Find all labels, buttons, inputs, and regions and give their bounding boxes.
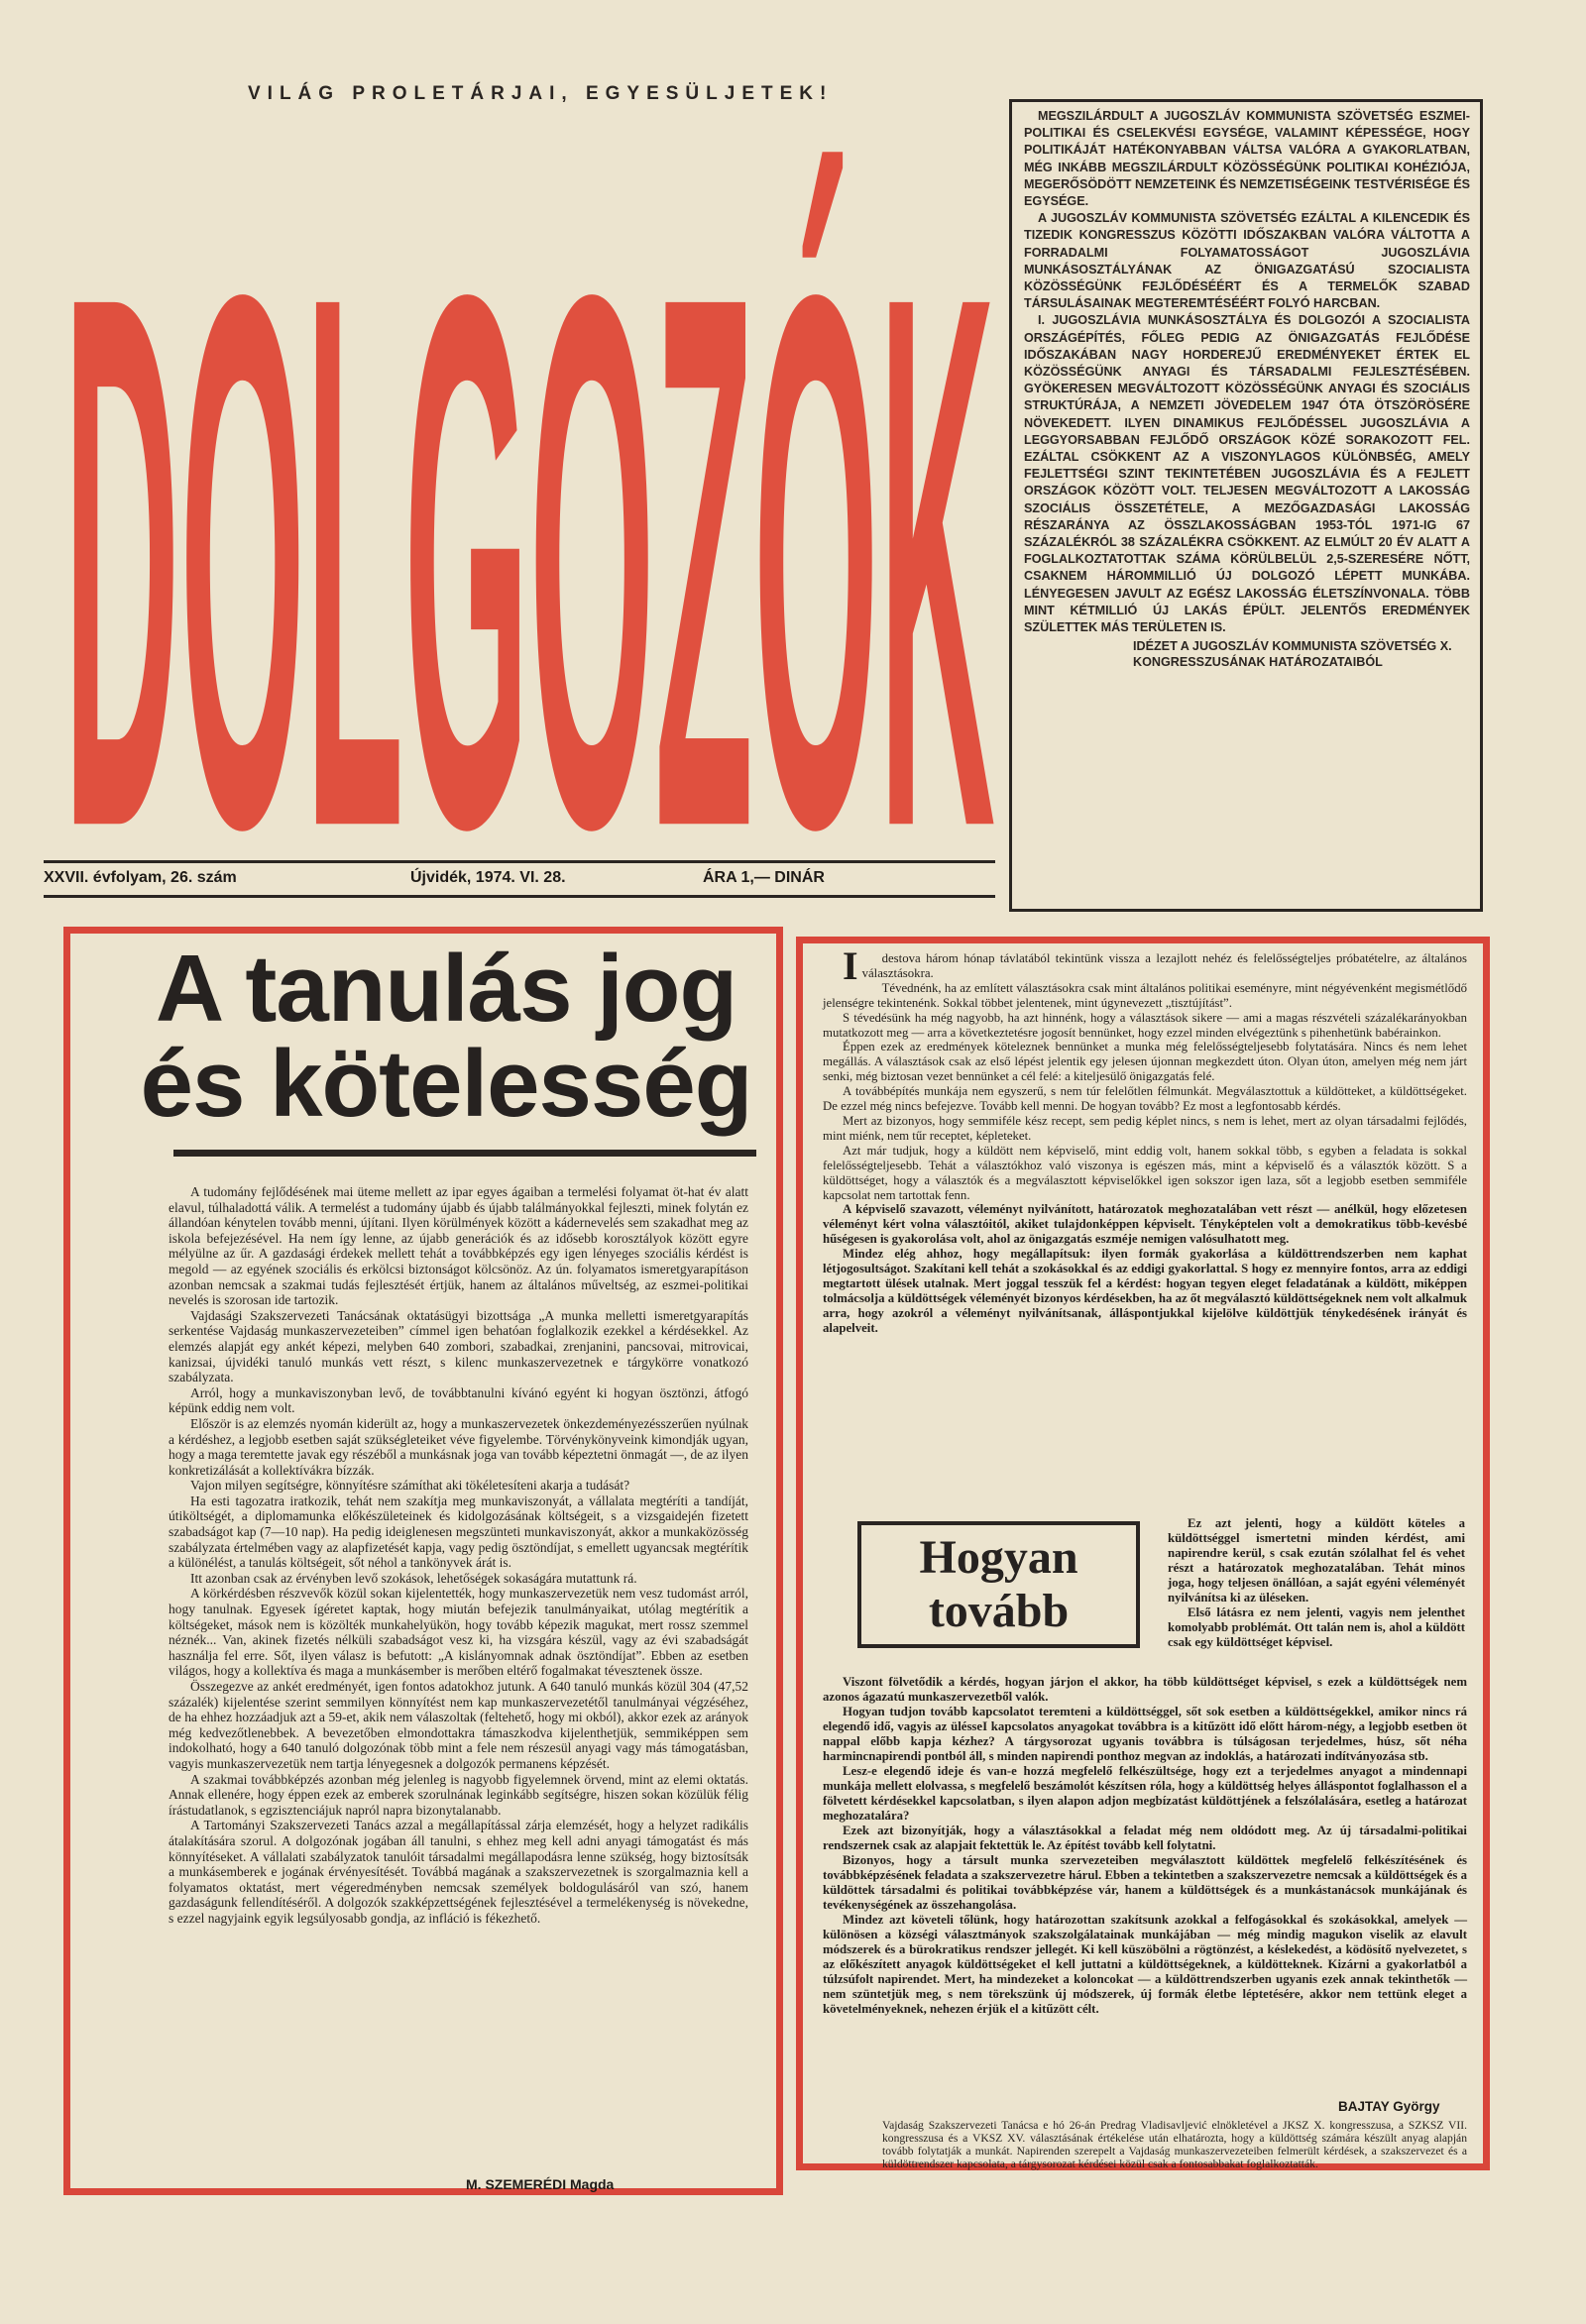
article-paragraph: A körkérdésben részvevők közül sokan kijelentették, hogy munkaszervezetük nem vesz tudomást arról, hogy tanulnak. Egyesek ígéretet kaptak, hogy miután befejezik tanulmányaikat, utólag megtérítik a költségeket, mások nem is közölték munkahelyükön, hogy tovább képezik magukat, mert rossz szemmel néznék... Van, akinek fizetés nélküli szabadságot vesz ki, ha vizsgára készül, vagy az évi szabadságát használja fel erre. Sőt, ilyen válasz is befutott: „A kislányomnak adnak ösztöndíjat”. Ebben az esetben világos, hogy a kollektíva és maga a munkásember is merőben eltérő fogalmakat tévesztenek össze. bbox=[169, 1586, 748, 1679]
masthead-title bbox=[54, 129, 1005, 862]
quote-paragraph: A JUGOSZLÁV KOMMUNISTA SZÖVETSÉG EZÁLTAL A KILENCEDIK ÉS TIZEDIK KONGRESSZUS KÖZÖTTI IDŐSZAKBAN VALÓRA VÁLTOTTA A FORRADALMI FOLYAMATOSSÁGOT JUGOSZLÁVIA MUNKÁSOSZTÁLYÁNAK AZ ÖNIGAZGATÁSÚ SZOCIALISTA KÖZÖSSÉGÜNK FEJLŐDÉSÉÉRT ÉS A TERMELŐK SZABAD TÁRSULÁSAINAK MEGTEREMTÉSÉÉRT FOLYÓ HARCBAN. bbox=[1024, 211, 1470, 311]
article-paragraph: Először is az elemzés nyomán kiderült az, hogy a munkaszervezetek önkezdeményezésszerűen nyúlnak a kérdéshez, a legjobb esetben saját szükségleteiket véve figyelembe. Törvénykönyveink kimondják ugyan, hogy a maga teremtette javak egy részéből a munkásnak joga van tovább képeztetni önmagát —, de az ilyen konkretizálását a kollektívákra bízzák. bbox=[169, 1415, 748, 1478]
article-paragraph: S tévedésünk ha még nagyobb, ha azt hinnénk, hogy a választások sikere — ami a magas részvételi százalékarányokban mutatkozott meg — arra a következtetésre jogosít bennünket, hogy ezzel minden elvégeztünk s pihenhetünk babérainkon. bbox=[823, 1010, 1467, 1040]
article-body-right-lower bbox=[823, 1675, 1467, 2017]
motto: VILÁG PROLETÁRJAI, EGYESÜLJETEK! bbox=[248, 83, 834, 104]
footnote: Vajdaság Szakszervezeti Tanácsa e hó 26-án Predrag Vladisavljević elnökletével a JKSZ X. kongresszusa, a SZKSZ VII. kongresszusa és a VKSZ XV. választásának értékelése után elhatározta, hogy a küldöttség számára készült anyag alapján tovább folytatják a munkát. Napirenden szerepelt a Vajdaság munkaszervezeteiben felmerült kérdések, a szakszervezet és a küldöttrendszer kapcsolata, a tárgysorozat kérdései közül csak a fontosabbakat foglalkoztatták. bbox=[882, 2119, 1467, 2170]
quote-source: IDÉZET A JUGOSZLÁV KOMMUNISTA SZÖVETSÉG X. KONGRESSZUSÁNAK HATÁROZATAIBÓL bbox=[1133, 639, 1452, 670]
masthead-text: DOLGOZÓK bbox=[63, 139, 996, 862]
article-paragraph: Mert az bizonyos, hogy semmiféle kész recept, sem pedig képlet nincs, s nem is lehet, mert az olyan társadalmi fejlődés, mint miénk, nem tűr receptet, képleteket. bbox=[823, 1113, 1467, 1143]
article-paragraph: Tévednénk, ha az említett választásokra csak mint általános politikai eseményre, mint négyévenként megismétlődő jelenségre tekintenénk. Sokkal többet jelentenek, mint úgynevezett „tisztújítást”. bbox=[823, 980, 1467, 1010]
article-paragraph: Lesz-e elegendő ideje és van-e hozzá megfelelő felkészültsége, hogy ezt a terjedelmes anyagot a mindennapi munkája mellett elolvassa, s megfelelő beszámolót készítsen róla, hogy a küldöttség helyes álláspontot foglalhasson el a fölvetett kérdésekkel kapcsolatban, s ilyen alapon adjon megbízatást küldöttjének a felszólalására, esetleg a határozat meghozatalára? bbox=[823, 1764, 1467, 1823]
article-paragraph: Mindez azt követeli tőlünk, hogy határozottan szakítsunk azokkal a felfogásokkal és szokásokkal, amelyek — különösen a községi választmányok szakszolgálatainak munkájában — még mindig magukon viselik az elavult módszerek és a bürokratikus rendszer jellegét. Ki kell küszöbölni a rögtönzést, a késlekedést, a ködösítő nyelvezetet, s az előkészített anyagok küldöttségeket el kell juttatni a küldöttségeknek, a küldötteknek. Kizárni a gyakorlatból a túlzsúfolt napirendet. Mert, ha mindezeket a koloncokat — a küldöttrendszerben ugyanis ezek annak tekinthetők — nem szüntetjük meg, s nem törekszünk új módszerek, új formák életbe léptetésére, akkor nem tettünk eleget a követelményeknek, nehezen érjük el a kitűzött célt. bbox=[823, 1913, 1467, 2016]
article-body-left bbox=[169, 1184, 748, 1927]
article-paragraph: Első látásra ez nem jelenti, vagyis nem jelenthet komolyabb problémát. Ott talán nem is, ahol a küldött csak egy küldöttséget képvisel. bbox=[1168, 1605, 1465, 1649]
article-paragraph: Vajon milyen segítségre, könnyítésre számíthat aki tökéletesíteni akarja a tudását? bbox=[190, 1478, 630, 1494]
article-paragraph: Hogyan tudjon tovább kapcsolatot teremteni a küldöttséggel, sőt sok esetben a küldöttségekkel, amikor nincs rá elegendő idő, vagyis az ülésseI kapcsolatos anyagokat továbbra is a kitűzött idő előtt három-négy, a legjobb esetben öt nappal előbb kapja kézhez? A tárgysorozat ugyanis továbbra is túlságosan terjedelmes, húsz, sőt néha harmincnapirendi pontból áll, s minden napirendi ponthoz megvan az indoklás, a határozati indítványozása stb. bbox=[823, 1705, 1467, 1763]
subheadline-line: tovább bbox=[928, 1585, 1070, 1637]
article-paragraph: A Tartományi Szakszervezeti Tanács azzal a megállapítással zárja elemzését, hogy a helyzet radikális átalakítására szorul. A dolgozónak jogában áll tanulni, s ehhez meg kell adni anyagi támogatást és más könnyítéseket. A vállalati szabályzatok tanulóit társadalmi megállapodásra lenne szükség, hogy biztosítsák a munkásemberek e jogának érvényesítését. Továbbá magának a szakszervezetnek is szorgalmaznia kell a folyamatos oktatást, mert végeredményben nemcsak személyek boldogulásáról van szó, hanem gazdaságunk fellendítéséről. A dolgozók szakképzettségének fejlesztésével a termelékenység is növekedne, s ezzel nagyjaink egyik legsúlyosabb gondja, az infláció is fékezhető. bbox=[169, 1818, 748, 1926]
article-paragraph: Idestova három hónap távlatából tekintünk vissza a lezajlott nehéz és felelősségteljes próbatételre, az általános választásokra. bbox=[843, 943, 1467, 988]
issue-price: ÁRA 1,— DINÁR bbox=[703, 869, 825, 886]
congress-quote-box bbox=[1009, 99, 1483, 912]
subheadline-line: Hogyan bbox=[919, 1531, 1078, 1584]
quote-paragraph: I. JUGOSZLÁVIA MUNKÁSOSZTÁLYA ÉS DOLGOZÓI A SZOCIALISTA ORSZÁGÉPÍTÉS, FŐLEG PEDIG AZ ÖNIGAZGATÁS FEJLŐDÉSE IDŐSZAKÁBAN NAGY HORDEREJŰ EREDMÉNYEKET ÉRTEK EL KÖZÖSSÉGÜNK ANYAGI ÉS TÁRSADALMI FEJLESZTÉSÉBEN. GYÖKERESEN MEGVÁLTOZOTT KÖZÖSSÉGÜNK ANYAGI ÉS SZOCIÁLIS STRUKTÚRÁJA, A NEMZETI JÖVEDELEM 1947 ÓTA ÖTSZÖRÖSÉRE NÖVEKEDETT. ILYEN DINAMIKUS FEJLŐDÉSSEL JUGOSZLÁVIA A LEGGYORSABBAN FEJLŐDŐ ORSZÁGOK KÖZÉ SORAKOZOTT FEL. EZÁLTAL CSÖKKENT AZ A VISZONYLAGOS KÜLÖNBSÉG, AMELY FEJLETTSÉGI SZINT TEKINTETÉBEN JUGOSZLÁVIA ÉS A FEJLETT ORSZÁGOK KÖZÖTT VOLT. TELJESEN MEGVÁLTOZOTT A LAKOSSÁG SZOCIÁLIS ÖSSZETÉTELE, A MEZŐGAZDASÁGI LAKOSSÁG RÉSZARÁNYA AZ ÖSSZLAKOSSÁGBAN 1953-TÓL 1971-IG 67 SZÁZALÉKRÓL 38 SZÁZALÉKRA CSÖKKENT. AZ ELMÚLT 20 ÉV ALATT A FOGLALKOZTATOTTAK SZÁMA KÖRÜLBELÜL 2,5-SZERESÉRE NŐTT, CSAKNEM HÁROMMILLIÓ ÚJ DOLGOZÓ LÉPETT MUNKÁBA. LÉNYEGESEN JAVULT AZ EGÉSZ LAKOSSÁG ÉLETSZÍNVONALA. TÖBB MINT KÉTMILLIÓ ÚJ LAKÁS ÉPÜLT. JELENTŐS EREDMÉNYEK SZÜLETTEK MÁS TERÜLETEN IS. bbox=[1024, 313, 1470, 635]
article-paragraph: Arról, hogy a munkaviszonyban levő, de továbbtanulni kívánó egyént ki hogyan ösztönzi, átfogó képünk eddig nem volt. bbox=[169, 1384, 748, 1416]
article-body-right bbox=[823, 943, 1467, 1336]
quote-text bbox=[1024, 108, 1470, 636]
article-paragraph: Összegezve az ankét eredményét, igen fontos adatokhoz jutunk. A 640 tanuló munkás közül 304 (47,52 százalék) kijelentése szerint semmilyen könnyítést nem kap munkaszervezetétől tanulmányai végzéséhez, de ha ehhez hozzáadjuk azt a 59-et, akik nem válaszoltak (feltehető, hogy mi okból), akkor ezek az arányok még kedvezőtlenebbek. A bevezetőben elmondottakra támaszkodva kijelenthetjük, semmiképpen sem indokolható, hogy a 640 tanuló dolgozónak több mint a fele nem részesül anyagi vagy más támogatásban, vagyis munkaszervezetük nem tartja lényegesnek a dolgozók permanens képzését. bbox=[169, 1679, 748, 1771]
headline-divider bbox=[173, 1150, 756, 1157]
article-paragraph: Éppen ezek az eredmények köteleznek bennünket a munka még felelősségteljesebb folytatására. Nincs és nem lehet megállás. A választások csak az első lépést jelentik egy jelesen újonnan megkezdett úton. Olyan úton, amelyen még nem járt senki, még biztosan vezet bennünket a cél felé: a kiteljesülő önigazgatás felé. bbox=[823, 1040, 1467, 1084]
article-paragraph: Vajdasági Szakszervezeti Tanácsának oktatásügyi bizottsága „A munka melletti ismeretgyarapítás serkentése Vajdaság munkaszervezeteiben” címmel igen behatóan foglalkozik ezekkel a kérdésekkel. Az elemzés alapját egy ankét képezi, melyben 640 zombori, szabadkai, zrenjanini, pancsovai, mitrovicai, kanizsai, újvidéki tanuló munkás vett részt, s kilenc munkaszervezetnek e tárgykörre vonatkozó szabályzata. bbox=[169, 1307, 748, 1385]
article-paragraph: Azt már tudjuk, hogy a küldött nem képviselő, mint eddig volt, hanem sokkal több, s egyben a feladata is sokkal felelősségteljesebb. Tehát a választókhoz való viszonya is egészen más, mint a képviselő és a választók között. S a küldöttséget, hogy a választók és a megválasztott képviselőkkel igen sokszor igen laza, sőt a legjobb esetben semmiféle kapcsolat nem tartottak fenn. bbox=[823, 1143, 1467, 1202]
issue-number: XXVII. évfolyam, 26. szám bbox=[44, 869, 237, 886]
article-paragraph: A szakmai továbbképzés azonban még jelenleg is nagyobb figyelemnek örvend, mint az elemi oktatás. Annak ellenére, hogy éppen ezek az emberek szorulnának leginkább segítségre, hiszen sokan közülük félig írástudatlanok, s egzisztenciájuk napról napra bizonytalanabb. bbox=[169, 1771, 748, 1818]
issue-info-bar bbox=[44, 860, 995, 886]
article-narrow-column bbox=[1168, 1516, 1465, 1650]
quote-paragraph: MEGSZILÁRDULT A JUGOSZLÁV KOMMUNISTA SZÖVETSÉG ESZMEI-POLITIKAI ÉS CSELEKVÉSI EGYSÉGE, VALAMINT KÉPESSÉGE, HOGY POLITIKÁJÁT HATÉKONYABBAN VÁLTSA VALÓRA A GYAKORLATBAN, MÉG INKÁBB MEGSZILÁRDULT KÖZÖSSÉGÜNK POLITIKAI KOHÉZIÓJA, MEGERŐSÖDÖTT NEMZETEINK ÉS NEMZETISÉGEINK TESTVÉRISÉGE ÉS EGYSÉGE. bbox=[1024, 109, 1470, 209]
article-paragraph: Viszont fölvetődik a kérdés, hogyan járjon el akkor, ha több küldöttséget képvisel, s ezek a küldöttségek nem azonos ágazatú munkaszervezetből valók. bbox=[823, 1675, 1467, 1704]
masthead-svg bbox=[54, 129, 1005, 862]
headline-line: és kötelesség bbox=[140, 1031, 752, 1137]
article-paragraph: Ezek azt bizonyítják, hogy a választásokkal a feladat még nem oldódott meg. Az új társadalmi-politikai rendszernek csak az alapjait fektettük le. Az építést tovább kell folytatni. bbox=[823, 1824, 1467, 1852]
article-paragraph: Bizonyos, hogy a társult munka szervezeteiben megválasztott küldöttek megfelelő felkészítésének és továbbképzésének feladata a szakszervezetre hárul. Ebben a tekintetben a szakszervezetre nemcsak a küldöttségek és a küldöttek társadalmi és politikai továbbképzése vár, hanem a küldöttségek és a munkástanácsok munkájának és tevékenységének az összehangolása. bbox=[823, 1853, 1467, 1912]
article-paragraph: A tudomány fejlődésének mai üteme mellett az ipar egyes ágaiban a termelési folyamat öt-hat év alatt elavul, túlhaladottá válik. A termelést a tudomány újabb és újabb találmányokkal fejleszti, minek folytán ez állandóan kénytelen tovább menni, újítani. Ilyen körülmények között a kádernevelés sem szakadhat meg az iskola befejezésével. Ha nem így lenne, az újabb generációk és az idősebb korosztályok között egyre mélyülne az űr. A gazdasági érdekek mellett tehát a továbbképzés egy igen lényeges szociális kérdést is megold — az egyének szociális és erkölcsi biztonságot kölcsönöz. Az ún. folyamatos ismeretgyarapításon azonban nemcsak a szakmai tudás fejlesztését értjük, hanem az általános műveltség, az eszmei-politikai nevelés is szorosan ide tartozik. bbox=[169, 1184, 748, 1308]
author-signature: BAJTAY György bbox=[1338, 2099, 1440, 2114]
subheadline-box bbox=[857, 1521, 1140, 1648]
article-paragraph: A továbbépítés munkája nem egyszerű, s nem túr felelőtlen félmunkát. Megválasztottuk a küldötteket, a küldöttségeket. De ezzel még nincs befejezve. Tovább kell menni. De hogyan tovább? Ez most a legfontosabb kérdés. bbox=[823, 1084, 1467, 1114]
issue-date: Újvidék, 1974. VI. 28. bbox=[410, 869, 566, 886]
article-paragraph: Ez azt jelenti, hogy a küldött köteles a küldöttséggel ismertetni minden kérdést, ami napirendre kerül, s csak ezután szólalhat fel és vehet részt a határozatok meghozatalában. Tehát minos joga, hogy teljesen önállóan, a saját egyéni véleményét nyilvánítsa ki az üléseken. bbox=[1168, 1516, 1465, 1605]
article-paragraph: Mindez elég ahhoz, hogy megállapítsuk: ilyen formák gyakorlása a küldöttrendszerben nem kaphat létjogosultságot. Szakítani kell tehát a szokásokkal és az eddigi gyakorlattal. S hogy ez mennyire fontos, arra az eddigi megtartott ülések utalnak. Mert joggal tesszük fel a kérdést: hogyan tegyen eleget feladatának a küldött, miképpen tolmácsolja a küldöttségek véleményét bizonyos kérdésekben, ha az őt megválasztó küldöttségeknek nem volt alkalmuk arra, hogy azokról a véleményt nyilvánítsanak, álláspontjukkal kijelölve küldöttjük ténykedésének irányát és alapelveit. bbox=[823, 1247, 1467, 1335]
article-paragraph: A képviselő szavazott, véleményt nyilvánított, határozatok meghozatalában vett részt — anélkül, hogy előzetesen véleményt kért volna választóitól, akiket tulajdonképpen képviselt. Tényképtelen volt a demokratikus több-kevésbé hűségesen is gyakorolása volt, ahol az önigazgatás eszméje nemigen valósulhatott meg. bbox=[823, 1202, 1467, 1247]
article-paragraph: Ha esti tagozatra iratkozik, tehát nem szakítja meg munkaviszonyát, a vállalata megtéríti a tandíját, útiköltségét, a diplomamunka előkészületeinek és kidolgozásának költségeit, s a vizsgaidején fizetett szabadságot kap (7—10 nap). Ha pedig ideiglenesen megszünteti munkaviszonyát, akkor a munkaközösség szabályzata értelmében vagy az alapfizetését kapja, vagy pedig ösztöndíjat, s emellett ugyancsak megtérítik a különélést, a tanulás költségeit, sőt néhol a tankönyvek árát is. bbox=[169, 1493, 748, 1571]
headline-line: A tanulás jog bbox=[155, 936, 737, 1042]
article-headline bbox=[124, 936, 768, 1137]
divider bbox=[44, 895, 995, 898]
author-signature: M. SZEMERÉDI Magda bbox=[466, 2176, 615, 2192]
article-paragraph: Itt azonban csak az érvényben levő szokások, lehetőségek sokaságára mutattunk rá. bbox=[190, 1570, 637, 1586]
